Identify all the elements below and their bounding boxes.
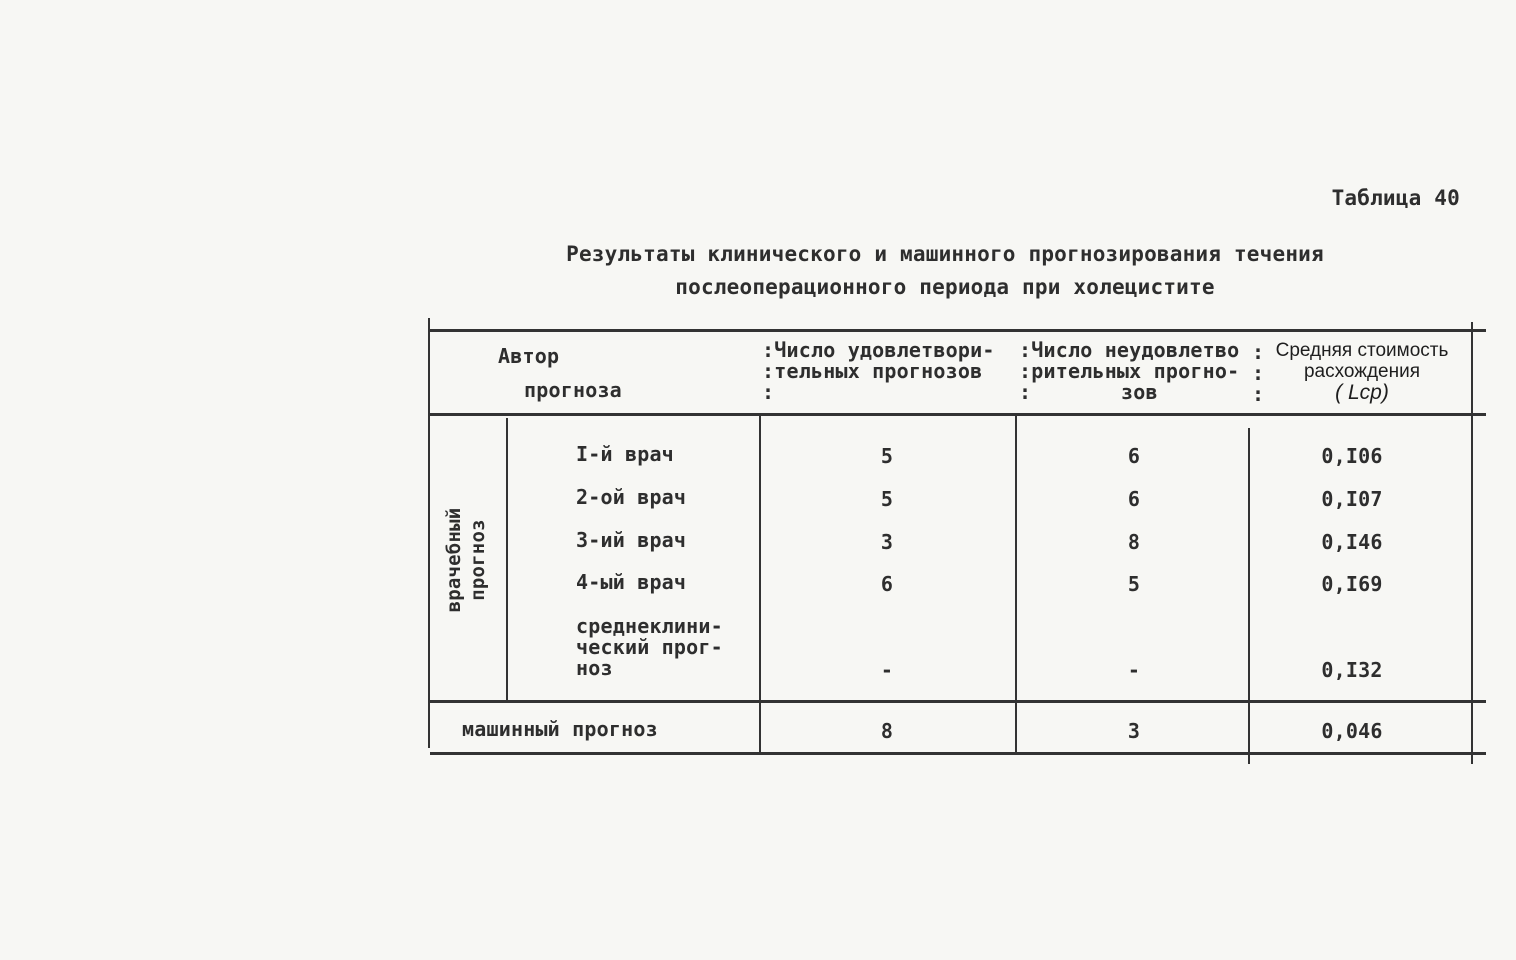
row-satisfactory: 5 bbox=[880, 444, 894, 468]
colon-mark: : bbox=[1019, 359, 1032, 383]
colon-mark: : bbox=[762, 380, 775, 404]
header-unsatisfactory-text-1: Число неудовлетво bbox=[1031, 338, 1240, 362]
group-label-line-2: прогноз bbox=[467, 519, 489, 601]
row-unsatisfactory: 6 bbox=[1127, 487, 1141, 511]
header-satisfactory bbox=[762, 340, 1012, 403]
table-row-average-clinical bbox=[0, 616, 1516, 686]
row-author-line-2: ческий прог- bbox=[576, 635, 723, 659]
row-satisfactory: 5 bbox=[880, 487, 894, 511]
row-author-line-1: среднеклини- bbox=[576, 614, 723, 638]
colon-mark: : bbox=[762, 338, 775, 362]
row-author: I-й врач bbox=[576, 442, 674, 466]
table-row-doctor-4 bbox=[0, 572, 1516, 612]
table-row-doctor-3 bbox=[0, 530, 1516, 570]
header-bottom-rule bbox=[430, 413, 1486, 416]
table-top-rule bbox=[430, 329, 1486, 332]
row-unsatisfactory: 8 bbox=[1127, 530, 1141, 554]
header-author-line-2: прогноза bbox=[524, 378, 622, 402]
table-row-doctor-2 bbox=[0, 487, 1516, 527]
table-row-machine-forecast bbox=[0, 719, 1516, 759]
colon-mark: : bbox=[1019, 380, 1032, 404]
header-satisfactory-text-2: тельных прогнозов bbox=[774, 359, 983, 383]
header-unsatisfactory-line-1 bbox=[1019, 340, 1249, 361]
row-cost: 0,I46 bbox=[1321, 530, 1383, 554]
row-author-line-3: ноз bbox=[576, 656, 613, 680]
row-satisfactory: 6 bbox=[880, 572, 894, 596]
row-satisfactory: 3 bbox=[880, 530, 894, 554]
row-author: 4-ый врач bbox=[576, 570, 687, 594]
row-author: 3-ий врач bbox=[576, 528, 687, 552]
colon-mark: : bbox=[1019, 338, 1032, 362]
row-author: машинный прогноз bbox=[462, 717, 658, 741]
row-cost: 0,046 bbox=[1321, 719, 1383, 743]
table-title bbox=[470, 238, 1420, 304]
row-unsatisfactory: 3 bbox=[1127, 719, 1141, 743]
header-author-line-1: Автор bbox=[498, 344, 560, 368]
group-bottom-rule bbox=[430, 700, 1486, 703]
group-label-line-1: врачебный bbox=[443, 507, 465, 613]
row-cost: 0,I69 bbox=[1321, 572, 1383, 596]
header-cost-colon-2: : bbox=[1252, 361, 1265, 385]
header-cost-line-1: Средняя стоимость bbox=[1275, 340, 1449, 361]
row-cost: 0,I32 bbox=[1321, 658, 1383, 682]
table-number-label: Таблица 40 bbox=[1331, 186, 1460, 210]
header-unsatisfactory bbox=[1019, 340, 1249, 403]
header-cost-line-3: ( Lcp) bbox=[1335, 381, 1389, 404]
table-title-line-1: Результаты клинического и машинного прогнозирования течения bbox=[566, 242, 1324, 266]
header-unsatisfactory-line-3 bbox=[1019, 382, 1249, 403]
table-title-line-2: послеоперационного периода при холецистите bbox=[675, 275, 1215, 299]
table-row-doctor-1 bbox=[0, 444, 1516, 484]
header-cost-colon-3: : bbox=[1252, 382, 1265, 406]
row-unsatisfactory: 5 bbox=[1127, 572, 1141, 596]
row-satisfactory: 8 bbox=[880, 719, 894, 743]
row-unsatisfactory: - bbox=[1127, 658, 1141, 682]
row-cost: 0,I07 bbox=[1321, 487, 1383, 511]
header-satisfactory-line-1 bbox=[762, 340, 1012, 361]
row-satisfactory: - bbox=[880, 658, 894, 682]
header-cost-line-2: расхождения bbox=[1303, 361, 1421, 382]
header-cost-colon-1: : bbox=[1252, 340, 1265, 364]
row-author bbox=[576, 616, 756, 679]
colon-mark: : bbox=[762, 359, 775, 383]
row-cost: 0,I06 bbox=[1321, 444, 1383, 468]
header-satisfactory-line-3 bbox=[762, 382, 1012, 403]
header-satisfactory-text-1: Число удовлетвори- bbox=[774, 338, 995, 362]
row-author: 2-ой врач bbox=[576, 485, 687, 509]
row-unsatisfactory: 6 bbox=[1127, 444, 1141, 468]
header-unsatisfactory-text-2: рительных прогно- bbox=[1031, 359, 1240, 383]
header-unsatisfactory-line-2 bbox=[1019, 361, 1249, 382]
header-satisfactory-line-2 bbox=[762, 361, 1012, 382]
header-average-cost bbox=[1252, 340, 1472, 403]
header-unsatisfactory-text-3: зов bbox=[1121, 380, 1158, 404]
